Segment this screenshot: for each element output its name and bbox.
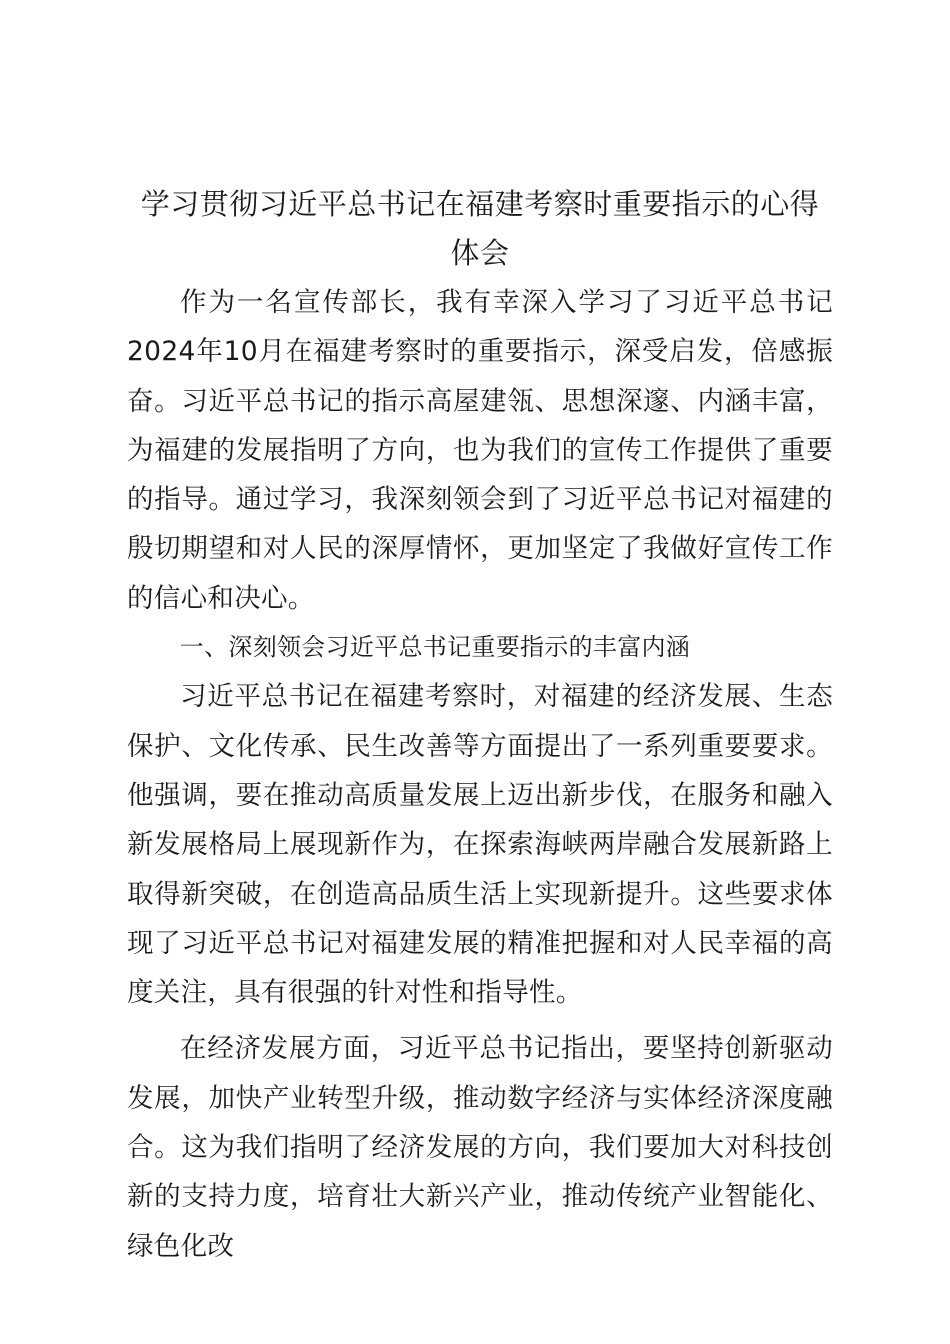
- document-body: [127, 180, 833, 1271]
- section-paragraph-2: 在经济发展方面，习近平总书记指出，要坚持创新驱动发展，加快产业转型升级，推动数字经济与实体经济深度融合。这为我们指明了经济发展的方向，我们要加大对科技创新的支持力度，培育壮大新兴产业，推动传统产业智能化、绿色化改: [127, 1033, 833, 1262]
- section-heading: 一、深刻领会习近平总书记重要指示的丰富内涵: [179, 633, 691, 662]
- intro-paragraph: 作为一名宣传部长，我有幸深入学习了习近平总书记2024年10月在福建考察时的重要指示，深受启发，倍感振奋。习近平总书记的指示高屋建瓴、思想深邃、内涵丰富，为福建的发展指明了方向，也为我们的宣传工作提供了重要的指导。通过学习，我深刻领会到了习近平总书记对福建的殷切期望和对人民的深厚情怀，更加坚定了我做好宣传工作的信心和决心。: [127, 287, 833, 614]
- section-paragraph-1: 习近平总书记在福建考察时，对福建的经济发展、生态保护、文化传承、民生改善等方面提出了一系列重要要求。他强调，要在推动高质量发展上迈出新步伐，在服务和融入新发展格局上展现新作为，在探索海峡两岸融合发展新路上取得新突破，在创造高品质生活上实现新提升。这些要求体现了习近平总书记对福建发展的精准把握和对人民幸福的高度关注，具有很强的针对性和指导性。: [127, 681, 833, 1009]
- document-title: 学习贯彻习近平总书记在福建考察时重要指示的心得体会: [140, 187, 820, 270]
